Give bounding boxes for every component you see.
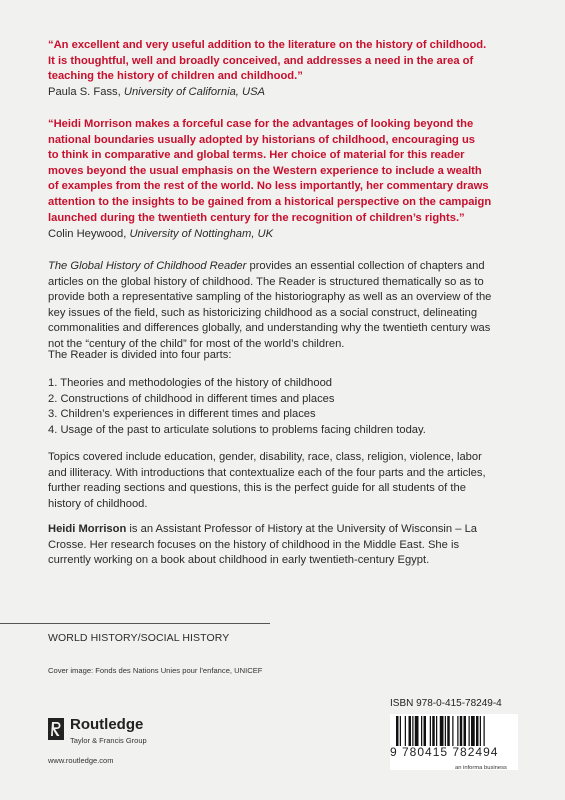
barcode-bar: [457, 716, 458, 746]
quote-2-line: of examples from the rest of the world. No less importantly, her commentary draws: [48, 180, 489, 193]
author-bio: [48, 522, 526, 569]
quote-2-author: Colin Heywood,: [48, 228, 127, 240]
topics-paragraph: [48, 450, 526, 512]
barcode-bar: [464, 716, 467, 746]
publisher-logo: [48, 716, 208, 756]
informa-text: an informa business: [455, 765, 507, 771]
topics-line: and illiteracy. With introductions that contextualize each of the four parts and the articles,: [48, 466, 486, 479]
part-item: 1. Theories and methodologies of the history of childhood: [48, 377, 333, 389]
publisher-group: Taylor & Francis Group: [70, 736, 147, 745]
topics-line: history of childhood.: [48, 497, 148, 510]
review-quote-2: [48, 117, 523, 226]
part-item: 3. Children’s experiences in different times and places: [48, 408, 316, 421]
topics-line: Topics covered include education, gender, disability, race, class, religion, violence, labor: [48, 451, 482, 463]
author-name: Heidi Morrison: [48, 523, 127, 535]
barcode-bar: [452, 716, 453, 746]
description-line: provides an essential collection of chapters and: [246, 260, 485, 272]
review-quote-1: [48, 38, 523, 85]
publisher-name: Routledge: [70, 716, 144, 733]
barcode-bar: [400, 716, 401, 746]
barcode-bar: [484, 716, 485, 746]
barcode-bar: [396, 716, 399, 746]
parts-list: [48, 376, 526, 438]
bio-line: is an Assistant Professor of History at the University of Wisconsin – La: [126, 523, 478, 535]
barcode-bar: [480, 716, 481, 746]
barcode-bar: [469, 716, 470, 746]
quote-2-line: launched during the twentieth century for the recognition of children’s rights.”: [48, 211, 465, 224]
part-item: 2. Constructions of childhood in different times and places: [48, 392, 335, 405]
description-line: key issues of the field, such as historicizing childhood as a social construct, delineating: [48, 306, 478, 319]
quote-1-author: Paula S. Fass,: [48, 86, 121, 98]
barcode-bar: [409, 716, 412, 746]
barcode-bar: [412, 716, 413, 746]
description-line: commonalities and differences globally, and understanding why the twentieth century was: [48, 322, 491, 335]
topics-line: further reading sections and questions, this is the perfect guide for all students of the: [48, 482, 466, 495]
routledge-logo-icon: [48, 718, 64, 740]
barcode-digits: 9 780415 782494: [390, 745, 499, 759]
barcode-bar: [432, 716, 435, 746]
barcode-bar: [421, 716, 422, 746]
barcode-bar: [460, 716, 463, 746]
divider-rule: [0, 623, 270, 624]
quote-1-affiliation: University of California, USA: [123, 86, 266, 98]
barcode-bar: [436, 716, 437, 746]
book-description: [48, 259, 526, 353]
quote-2-attribution: [48, 227, 273, 243]
quote-2-line: national boundaries usually adopted by historians of childhood, encouraging us: [48, 133, 476, 146]
quote-1-line: “An excellent and very useful addition to the literature on the history of childhood.: [48, 39, 487, 51]
barcode-bar: [405, 716, 406, 746]
quote-1-line: teaching the history of children and childhood.”: [48, 70, 303, 83]
bio-line: currently working on a book about childhood in early twentieth-century Egypt.: [48, 554, 430, 567]
description-line: articles on the global history of childhood. The Reader is structured thematically so as to: [48, 275, 484, 288]
isbn-label: ISBN 978-0-415-78249-4: [390, 698, 502, 709]
barcode-bar: [445, 716, 446, 746]
publisher-url: www.routledge.com: [48, 756, 114, 765]
description-line: not the “century of the child” for most of the world’s children.: [48, 337, 345, 350]
book-title: The Global History of Childhood Reader: [48, 260, 247, 272]
barcode-bar: [447, 716, 450, 746]
subject-category: WORLD HISTORY/SOCIAL HISTORY: [48, 632, 230, 644]
quote-2-line: “Heidi Morrison makes a forceful case for the advantages of looking beyond the: [48, 118, 474, 130]
quote-1-line: It is thoughtful, well and broadly conceived, and addresses a need in the area of: [48, 54, 474, 67]
part-item: 4. Usage of the past to articulate solutions to problems facing children today.: [48, 423, 426, 436]
barcode-bar: [430, 716, 431, 746]
description-line: provide both a representative sampling of the historiography as well as an overview of the: [48, 291, 492, 304]
quote-1-attribution: [48, 85, 265, 101]
barcode-bar: [476, 716, 479, 746]
barcode-bar: [440, 716, 444, 746]
cover-credit: Cover image: Fonds des Nations Unies pour l’enfance, UNICEF: [48, 666, 263, 675]
barcode-bar: [415, 716, 419, 746]
parts-intro: The Reader is divided into four parts:: [48, 349, 232, 361]
barcode-bar: [471, 716, 475, 746]
bio-line: Crosse. Her research focuses on the history of childhood in the Middle East. She is: [48, 538, 460, 551]
quote-2-line: to think in comparative and global terms. Her choice of material for this reader: [48, 149, 465, 162]
isbn-barcode: [390, 714, 518, 770]
barcode-bar: [424, 716, 427, 746]
quote-2-affiliation: University of Nottingham, UK: [129, 228, 274, 240]
quote-2-line: attention to the insights to be gained from a historical perspective on the campaign: [48, 195, 492, 208]
quote-2-line: moves beyond the usual emphasis on the Western experience to include a wealth: [48, 164, 482, 177]
